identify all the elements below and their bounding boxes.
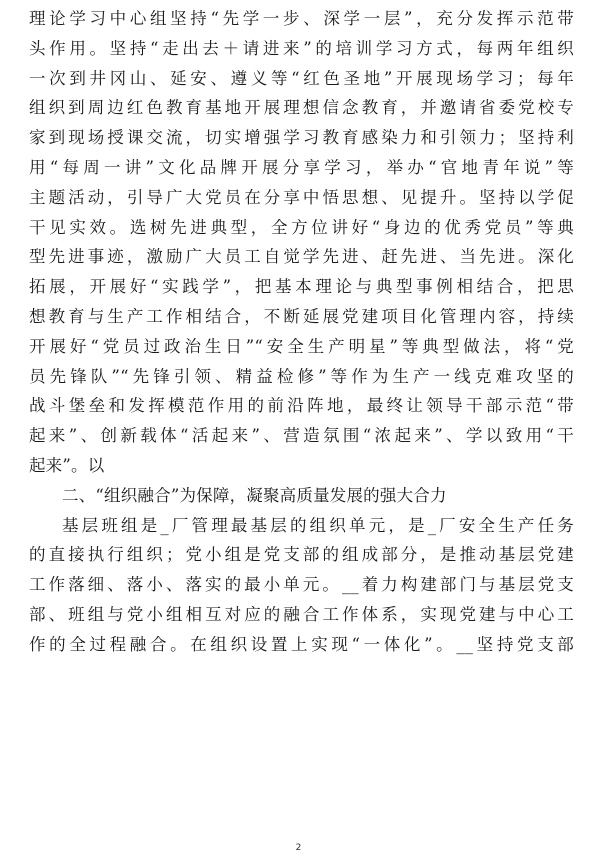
text-line: 开展好“党员过政治生日”“安全生产明星”等典型做法，将“党 [29,336,574,356]
text-line: 理论学习中心组坚持“先学一步、深学一层”，充分发挥示范带 [29,9,574,28]
text-line: 家到现场授课交流，切实增强学习教育感染力和引领力；坚持利 [29,128,574,148]
text-line: 战斗堡垒和发挥模范作用的前沿阵地，最终让领导干部示范“带 [29,396,574,416]
text-line: 一次到井冈山、延安、遵义等“红色圣地”开展现场学习；每年 [29,68,574,88]
text-line: 起来”。以 [29,455,105,475]
text-line: 干见实效。选树先进典型，全方位讲好“身边的优秀党员”等典 [29,217,574,237]
document-body [29,4,574,660]
text-line: 组织到周边红色教育基地开展理想信念教育，并邀请省委党校专 [29,98,574,118]
text-line: 部、班组与党小组相互对应的融合工作体系，实现党建与中心工 [29,604,574,624]
paragraph-organization [29,511,574,660]
text-line: 头作用。坚持“走出去＋请进来”的培训学习方式，每两年组织 [29,38,574,58]
text-line: 拓展，开展好“实践学”，把基本理论与典型事例相结合，把思 [29,277,574,297]
text-line: 想教育与生产工作相结合，不断延展党建项目化管理内容，持续 [29,306,574,326]
text-line: 作的全过程融合。在组织设置上实现“一体化”。__坚持党支部 [29,634,574,654]
text-line: 型先进事迹，激励广大员工自觉学先进、赶先进、当先进。深化 [29,247,574,267]
page-number: 2 [295,843,302,853]
paragraph-study [29,4,574,481]
text-line: 员先锋队”“先锋引领、精益检修”等作为生产一线克难攻坚的 [29,366,574,386]
text-line: 起来”、创新载体“活起来”、营造氛围“浓起来”、学以致用“干 [29,426,574,446]
text-line: 工作落细、落小、落实的最小单元。__着力构建部门与基层党支 [29,575,574,595]
text-line: 的直接执行组织；党小组是党支部的组成部分，是推动基层党建 [29,545,574,565]
text-line: 用“每周一讲”文化品牌开展分享学习，举办“官地青年说”等 [29,157,574,177]
text-line: 主题活动，引导广大党员在分享中悟思想、见提升。坚持以学促 [29,187,574,207]
text-line: 基层班组是_厂管理最基层的组织单元，是_厂安全生产任务 [62,515,574,535]
section-heading: 二、“组织融合”为保障，凝聚高质量发展的强大合力 [62,485,447,505]
